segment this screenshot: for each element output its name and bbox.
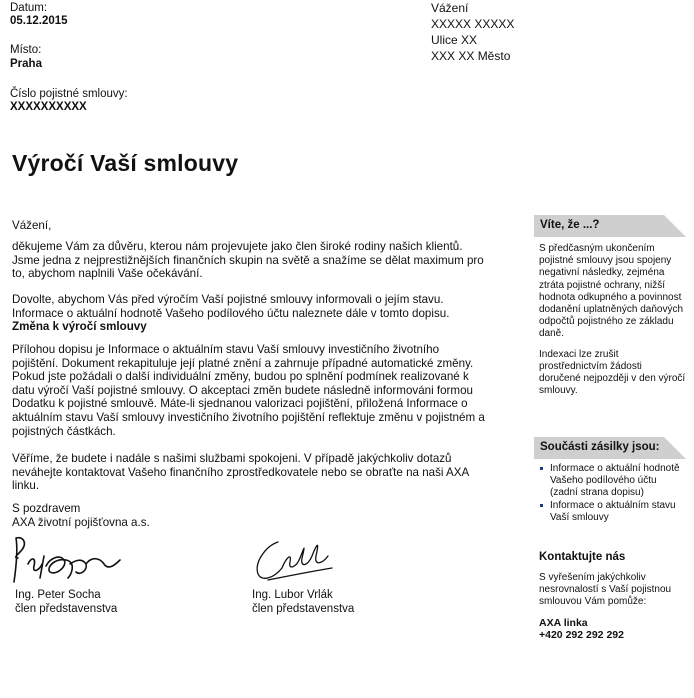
list-item-text: Informace o aktuálním stavu Vaší smlouvy xyxy=(550,499,676,523)
bullet-icon xyxy=(540,467,543,470)
letter-closing xyxy=(12,502,488,529)
recipient-address xyxy=(431,0,514,64)
contact-phone: +420 292 292 292 xyxy=(539,628,624,641)
address-city: XXX XX Město xyxy=(431,49,511,63)
section-heading: Změna k výročí smlouvy xyxy=(12,320,147,334)
closing-line: S pozdravem xyxy=(12,502,81,515)
address-salutation: Vážení xyxy=(431,1,469,15)
paragraph-text: Věříme, že budete i nadále s našimi službami spokojeni. V případě jakýchkoliv dotazů neváhejte kontaktovat Vašeho finančního zprostředkovatele nebo se obraťte na naši AXA linku. xyxy=(12,452,469,493)
place-value: Praha xyxy=(10,58,42,70)
contact-text: S vyřešením jakýchkoliv nesrovnalostí s Vaší pojistnou smlouvou Vám pomůže: xyxy=(539,572,672,608)
bullet-icon xyxy=(540,504,543,507)
letter-paragraph-3 xyxy=(12,343,488,438)
letter-greeting: Vážení, xyxy=(12,219,52,232)
place-label: Místo: xyxy=(10,44,42,56)
contact-line-label: AXA linka xyxy=(539,616,588,629)
letter-paragraph-1 xyxy=(12,240,488,281)
address-name: XXXXX XXXXX xyxy=(431,17,515,31)
tip-text: Indexaci lze zrušit prostřednictvím žádosti doručené nejpozději v den výročí smlouvy. xyxy=(539,348,686,397)
paragraph-text: Dovolte, abychom Vás před výročím Vaší pojistné smlouvy informovali o jejím stavu. Informace o aktuální hodnotě Vašeho podílového účtu naleznete dále v tomto dopisu. xyxy=(12,293,450,320)
date-value: 05.12.2015 xyxy=(10,15,68,27)
sidebar-box-title: Součásti zásilky jsou: xyxy=(540,441,660,453)
list-item xyxy=(534,463,686,500)
signer-name: Ing. Peter Socha xyxy=(15,589,101,601)
letter-paragraph-2 xyxy=(12,293,488,334)
signature-1-icon xyxy=(10,530,130,588)
signer-name: Ing. Lubor Vrlák xyxy=(252,589,333,601)
paragraph-text: Přílohou dopisu je Informace o aktuálním stavu Vaší smlouvy investičního životního pojištění. Dokument rekapituluje její platné znění a zahrnuje případné automatické změny. Pokud jste požádali o další individuální změny, budou po splnění podmínek realizované k datu výročí Vaší pojistné smlouvy. O akceptaci změn budete následně informováni formou Dodatku k pojistné smlouvě. Máte-li sjednanou valorizaci pojištění, přiložená Informace o aktuálním stavu Vaší smlouvy investičního životního pojištění reflektuje změnu v pojistném a pojistných částkách. xyxy=(12,343,485,438)
tip-text: S předčasným ukončením pojistné smlouvy jsou spojeny negativní následky, zejména ztráta pojistné ochrany, nižší hodnota odkupného a povinnost dodanění uplatněných daňových odpočtů pojistného ze základu daně. xyxy=(539,243,684,340)
company-name: AXA životní pojišťovna a.s. xyxy=(12,515,150,529)
sidebar-contact xyxy=(534,551,686,641)
list-item-text: Informace o aktuální hodnotě Vašeho podílového účtu (zadní strana dopisu) xyxy=(550,463,680,499)
policy-number-value: XXXXXXXXXX xyxy=(10,101,87,113)
sidebar-box-header xyxy=(534,437,686,459)
policy-number-label: Číslo pojistné smlouvy: xyxy=(10,88,128,100)
contents-list xyxy=(534,463,686,524)
sidebar-box-header xyxy=(534,215,686,237)
contact-title: Kontaktujte nás xyxy=(539,551,626,563)
signer-1 xyxy=(15,588,117,616)
signature-2-icon xyxy=(248,528,348,586)
letter-paragraph-4 xyxy=(12,452,488,493)
sidebar-box-body xyxy=(534,243,686,397)
sidebar-box-tips xyxy=(534,215,686,397)
list-item xyxy=(534,500,686,524)
sidebar-box-title: Víte, že ...? xyxy=(540,219,600,231)
date-label: Datum: xyxy=(10,2,48,14)
signer-role: člen představenstva xyxy=(252,603,355,615)
address-street: Ulice XX xyxy=(431,33,478,47)
sidebar-box-contents xyxy=(534,437,686,524)
page-title: Výročí Vaší smlouvy xyxy=(12,150,239,176)
signer-2 xyxy=(252,588,354,616)
paragraph-text: děkujeme Vám za důvěru, kterou nám projevujete jako člen široké rodiny našich klientů. Jsme jedna z nejprestižnějších finančních skupin na světě a snažíme se dělat maximum pro to, abychom naplnili Vaše očekávání. xyxy=(12,240,484,281)
signer-role: člen představenstva xyxy=(15,603,118,615)
